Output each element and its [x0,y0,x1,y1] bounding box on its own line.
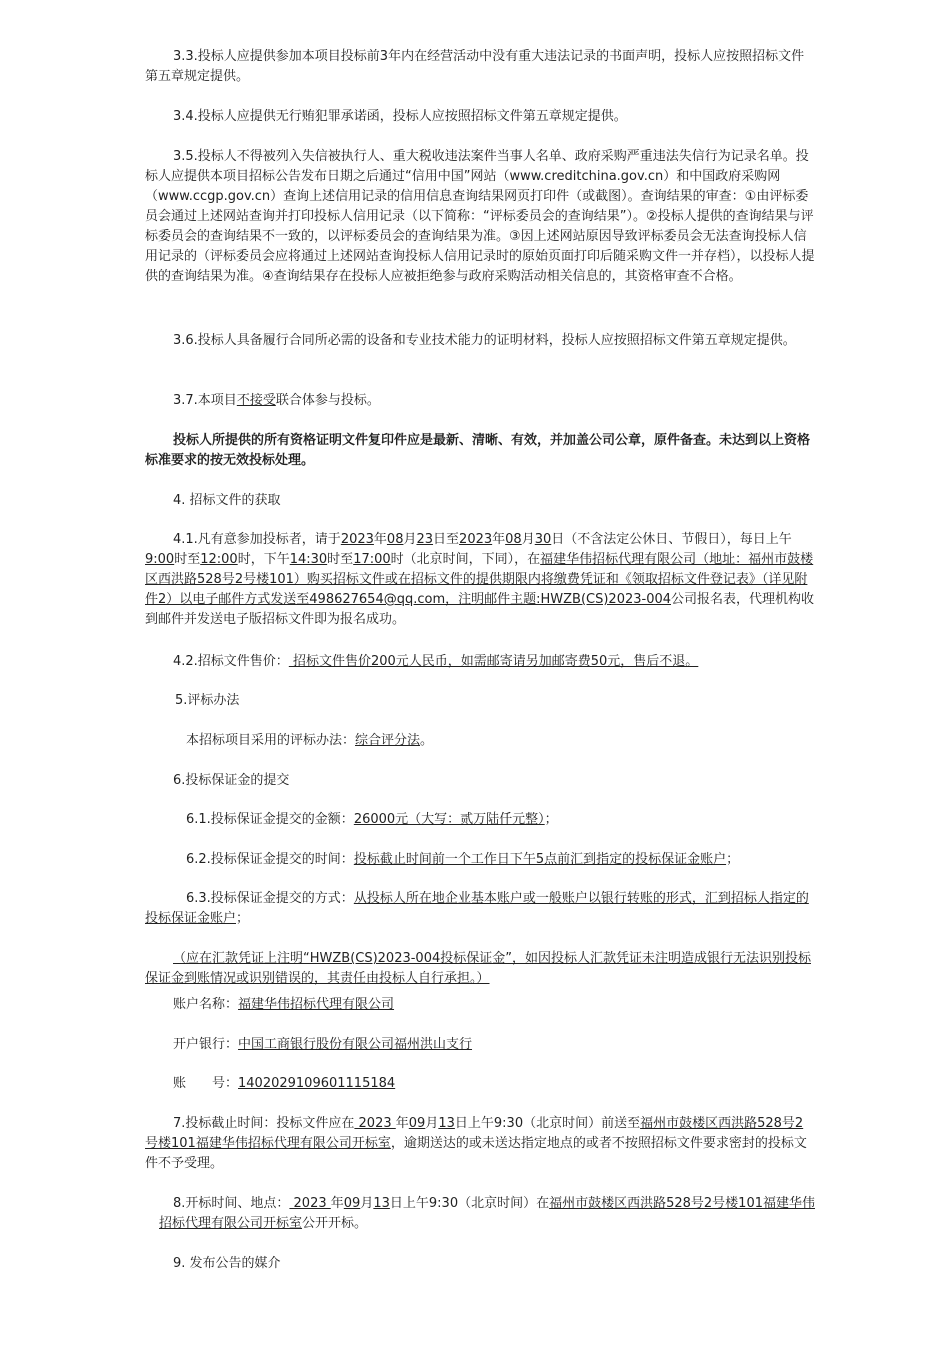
account-number: 账 号：1402029109601115184 [173,1076,396,1091]
clause-4-2: 4.2.招标文件售价： 招标文件售价200元人民币，如需邮寄请另加邮寄费50元，售后不退。 [173,654,699,669]
clause-6-2: 6.2.投标保证金提交的时间：投标截止时间前一个工作日下午5点前汇到指定的投标保证金账户； [186,852,740,867]
section-5-heading: 5.评标办法 [175,693,240,708]
evaluation-method: 本招标项目采用的评标办法：综合评分法。 [186,733,434,748]
clause-3-6: 3.6.投标人具备履行合同所必需的设备和专业技术能力的证明材料，投标人应按照招标文件第五章规定提供。 [173,333,796,348]
clause-3-5: 3.5.投标人不得被列入失信被执行人、重大税收违法案件当事人名单、政府采购严重违法失信行为记录名单。投标人应提供本项目招标公告发布日期之后通过“信用中国”网站（www.creditchina.gov.cn）和中国政府采购网（www.ccgp.gov.cn）查询上述信用记录的信用信息查询结果网页打印件（或截图）。查询结果的审查：①由评标委员会通过上述网站查询并打印投标人信用记录（以下简称：“评标委员会的查询结果”）。②投标人提供的查询结果与评标委员会的查询结果不一致的，以评标委员会的查询结果为准。③因上述网站原因导致评标委员会无法查询投标人信用记录的（评标委员会应将通过上述网站查询投标人信用记录时的原始页面打印后随采购文件一并存档），以投标人提供的查询结果为准。④查询结果存在投标人应被拒绝参与政府采购活动相关信息的，其资格审查不合格。 [145,149,815,284]
clause-3-4: 3.4.投标人应提供无行贿犯罪承诺函，投标人应按照招标文件第五章规定提供。 [173,109,627,124]
clause-7-deadline: 7.投标截止时间：投标文件应在 2023 年09月13日上午9:30（北京时间）前送至福州市鼓楼区西洪路528号2号楼101福建华伟招标代理有限公司开标室，逾期送达的或未送达指定地点的或者不按照招标文件要求密封的投标文件不予受理。 [145,1116,807,1171]
deposit-remittance-note: （应在汇款凭证上注明“HWZB(CS)2023-004投标保证金”，如因投标人汇款凭证未注明造成银行无法识别投标保证金到账情况或识别错误的，其责任由投标人自行承担。） [145,951,811,986]
clause-3-7: 3.7.本项目不接受联合体参与投标。 [173,393,380,408]
section-9-heading: 9. 发布公告的媒介 [173,1256,281,1271]
clause-3-3: 3.3.投标人应提供参加本项目投标前3年内在经营活动中没有重大违法记录的书面声明，投标人应按照招标文件第五章规定提供。 [145,49,805,84]
account-name: 账户名称：福建华伟招标代理有限公司 [173,997,395,1012]
clause-6-1: 6.1.投标保证金提交的金额：26000元（大写：贰万陆仟元整）； [186,812,558,827]
clause-8-opening: 8.开标时间、地点： 2023 年09月13日上午9:30（北京时间）在福州市鼓楼区西洪路528号2号楼101福建华伟招标代理有限公司开标室公开开标。 [159,1196,815,1231]
clause-6-3: 6.3.投标保证金提交的方式：从投标人所在地企业基本账户或一般账户以银行转账的形式，汇到招标人指定的投标保证金账户； [145,891,809,926]
section-4-heading: 4. 招标文件的获取 [173,493,281,508]
bank-name: 开户银行：中国工商银行股份有限公司福州洪山支行 [173,1037,473,1052]
section-6-heading: 6.投标保证金的提交 [173,773,290,788]
clause-4-1: 4.1.凡有意参加投标者，请于2023年08月23日至2023年08月30日（不含法定公休日、节假日），每日上午9:00时至12:00时，下午14:30时至17:00时（北京时间，下同），在福建华伟招标代理有限公司（地址：福州市鼓楼区西洪路528号2号楼101）购买招标文件或在招标文件的提供期限内将缴费凭证和《领取招标文件登记表》（详见附件2）以电子邮件方式发送至498627654@qq.com，注明邮件主题:HWZB(CS)2023-004公司报名表，代理机构收到邮件并发送电子版招标文件即为报名成功。 [145,532,815,627]
qualification-note: 投标人所提供的所有资格证明文件复印件应是最新、清晰、有效，并加盖公司公章，原件备查。未达到以上资格标准要求的按无效投标处理。 [145,433,811,468]
